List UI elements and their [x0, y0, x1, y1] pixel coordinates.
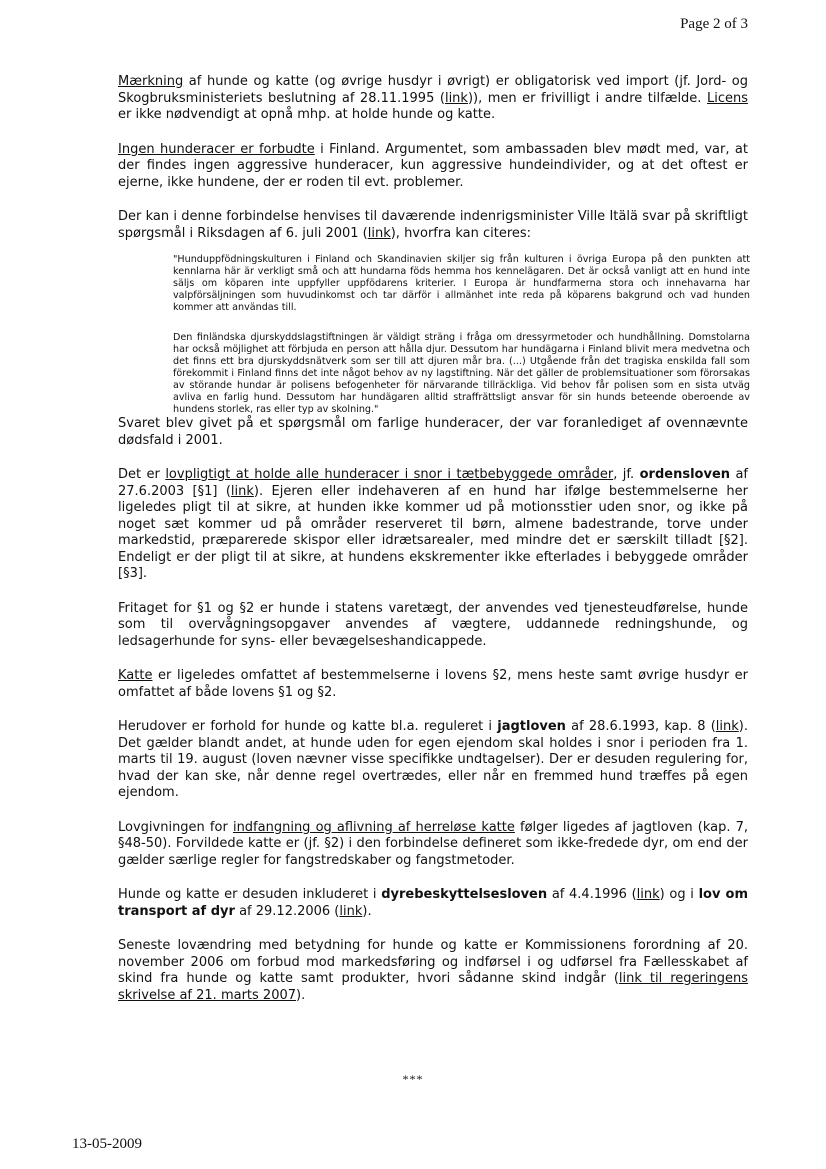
quotation — [173, 254, 750, 416]
paragraph-cats — [118, 668, 748, 701]
text-span: af 27.6.2003 [§1] ( — [118, 467, 748, 499]
quote-paragraph-1: "Hunduppfödningskulturen i Finland och Skandinavien skiljer sig från kulturen i övriga Europa på den punkten att kennlarna här är verkligt små och att hundarna föds hemma hos kennelägaren. Det är också vanligt att en hund inte säljs om köparen inte uppfyller uppfödarens kriterier. I Europa är hundfarmerna stora och innehavarna har valpförsäljningen som huvudinkomst och tar därför i allmänhet inte reda på köparens bakgrund och vad hunden kommer att användas till. — [173, 254, 750, 313]
law-transport: lov om transport af dyr — [118, 887, 748, 919]
link[interactable]: link — [339, 903, 363, 919]
term-leash-obligation: lovpligtigt at holde alle hunderacer i snor i tætbebyggede områder — [165, 467, 614, 482]
page-number: Page 2 of 3 — [680, 16, 748, 32]
text-span: af 4.4.1996 ( — [547, 887, 637, 902]
paragraph-answer: Svaret blev givet på et spørgsmål om farlige hunderacer, der var foranlediget af ovennævnte dødsfald i 2001. — [118, 416, 748, 448]
term-stray-cats: indfangning og aflivning af herreløse katte — [232, 819, 515, 835]
link[interactable]: link — [367, 225, 391, 241]
text-span: ), hvorfra kan citeres: — [390, 225, 532, 241]
text-span: ) og i — [659, 887, 699, 902]
text-span: , jf. — [613, 467, 640, 482]
link[interactable]: link — [230, 483, 254, 499]
text-span: ). — [362, 903, 372, 919]
text-span: af hunde og katte (og øvrige husdyr i øvrigt) er obligatorisk ved import (jf. Jord- og Skogbruksministeriets beslutning af 28.11.1995 ( — [118, 74, 748, 106]
text-span: Seneste lovændring med betydning for hunde og katte er Kommissionens forordning af 20. november 2006 om forbud mod markedsføring og indførsel i og udførsel fra Fællesskabet af skind fra hunde og katte samt produkter, hvori sådanne skind indgår ( — [118, 938, 748, 986]
text-span: ). Ejeren eller indehaveren af en hund har ifølge bestemmelserne her ligeledes pligt til at sikre, at hunden ikke kommer ud på motionsstier uden snor, og ikke på noget sæt kommer ud på områder reserveret til børn, almene badestrande, torve under markedstid, præparerede skispor eller idrætsarealer, med mindre det er særskilt tilladt [§2]. Endeligt er der pligt til at sikre, at hundens ekskrementer ikke efterlades i bebyggede områder [§3]. — [118, 483, 748, 581]
text-span: ). — [296, 987, 306, 1003]
document-body — [118, 74, 748, 1022]
law-jagtloven: jagtloven — [497, 719, 566, 734]
text-span: ). Det gælder blandt andet, at hunde uden for egen ejendom skal holdes i snor i perioden fra 1. marts til 19. august (loven nævner visse specifikke undtagelser). Der er desuden regulering for, hvad der kan ske, når denne regel overtrædes, eller når en fremmed hund træffes på egen ejendom. — [118, 719, 748, 800]
text-span: i Finland. Argumentet, som ambassaden blev mødt med, var, at der findes ingen aggressive hunderacer, kun aggressive hundeindivider, og at det oftest er ejerne, ikke hundene, der er roden til evt. problemer. — [118, 141, 748, 190]
law-ordensloven: ordensloven — [639, 467, 731, 482]
paragraph-exemptions: Fritaget for §1 og §2 er hunde i statens varetægt, der anvendes ved tjenesteudførelse, hunde som til overvågningsopgaver anvendes af vægtere, uddannede redningshunde, og ledsagerhunde for syns- eller bevægelseshandicappede. — [118, 600, 748, 649]
paragraph-hunting-law — [118, 719, 748, 802]
link-government-letter[interactable]: link til regeringens skrivelse af 21. marts 2007 — [118, 971, 749, 1003]
text-span: Herudover er forhold for hunde og katte bl.a. reguleret i — [118, 719, 498, 734]
text-span: af 28.6.1993, kap. 8 ( — [565, 719, 716, 734]
term-maerkning: Mærkning — [118, 74, 184, 89]
paragraph-animal-protection — [118, 887, 748, 920]
paragraph-stray-cats — [118, 820, 748, 870]
text-span: Det er — [118, 467, 166, 482]
paragraph-no-banned-breeds — [118, 142, 748, 192]
link[interactable]: link — [715, 719, 739, 734]
term-katte: Katte — [118, 668, 153, 683]
text-span: er ikke nødvendigt at opnå mhp. at holde hunde og katte. — [118, 107, 496, 122]
link[interactable]: link — [636, 887, 660, 902]
text-span: følger ligedes af jagtloven (kap. 7, §48-50). Forvildede katte er (jf. §2) i den forbindelse defineret som ikke-fredede dyr, om end der gælder særlige regler for fangstredskaber og fangstmetoder. — [118, 819, 749, 868]
text-span: af 29.12.2006 ( — [234, 903, 340, 919]
term-licens: Licens — [706, 90, 748, 106]
text-span: Hunde og katte er desuden inkluderet i — [118, 887, 382, 902]
text-span: Lovgivningen for — [118, 819, 233, 835]
section-separator: *** — [402, 1072, 424, 1086]
paragraph-marking — [118, 74, 748, 124]
paragraph-minister-reference — [118, 209, 748, 242]
law-dyrebeskyttelsesloven: dyrebeskyttelsesloven — [381, 887, 548, 902]
text-span: Der kan i denne forbindelse henvises til daværende indenrigsminister Ville Itälä svar på skriftligt spørgsmål i Riksdagen af 6. juli 2001 ( — [118, 209, 748, 241]
text-span: er ligeledes omfattet af bestemmelserne i lovens §2, mens heste samt øvrige husdyr er omfattet af både lovens §1 og §2. — [118, 668, 748, 700]
footer-date: 13-05-2009 — [72, 1136, 142, 1152]
quote-paragraph-2: Den finländska djurskyddslagstiftningen är väldigt sträng i fråga om dressyrmetoder och hundhållning. Domstolarna har också möjlighet att förbjuda en person att hålla djur. Dessutom har hundägarna i Finland blivit mera medvetna och det finns ett bra djurskyddsnätverk som ser till att djuren mår bra. (...) Utgående från det tragiska enskilda fall som förekommit i Finland finns det inte något behov av ny lagstiftning. När det gäller de problemsituationer som förorsakas av störande hundar är polisens befogenheter för närvarande tillräckliga. Vid behov får polisen som en sista utväg avliva en farlig hund. Dessutom har hundägaren alltid straffrättsligt ansvar för sin hunds beteende oberoende av hundens storlek, ras eller typ av skolning." — [173, 332, 750, 415]
paragraph-leash-law — [118, 467, 748, 583]
term-banned-breeds: Ingen hunderacer er forbudte — [118, 141, 315, 157]
paragraph-latest-amendment — [118, 938, 748, 1004]
text-span: )), men er frivilligt i andre tilfælde. — [467, 90, 707, 106]
link[interactable]: link — [444, 90, 468, 106]
